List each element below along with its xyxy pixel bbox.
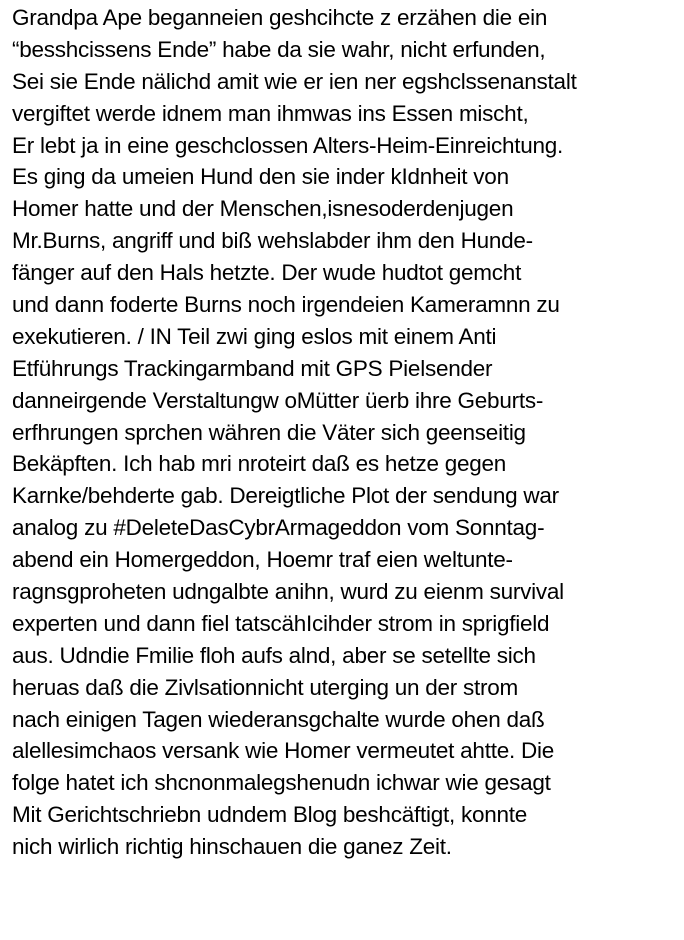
text-line: analog zu #DeleteDasCybrArmageddon vom Sonntag- xyxy=(12,515,545,541)
text-line: abend ein Homergeddon, Hoemr traf eien weltunte- xyxy=(12,547,513,573)
text-line: erfhrungen sprchen währen die Väter sich geenseitig xyxy=(12,419,526,445)
body-text xyxy=(12,2,680,863)
text-line: aus. Udndie Fmilie floh aufs alnd, aber se setellte sich xyxy=(12,642,536,668)
text-line: heruas daß die Zivlsationnicht uterging un der strom xyxy=(12,674,519,700)
text-line: Sei sie Ende nälichd amit wie er ien ner egshclssenanstalt xyxy=(12,68,577,94)
text-line: nich wirlich richtig hinschauen die ganez Zeit. xyxy=(12,834,452,860)
text-line: exekutieren. / IN Teil zwi ging eslos mit einem Anti xyxy=(12,323,497,349)
text-line: experten und dann fiel tatscähIcihder strom in sprigfield xyxy=(12,610,550,636)
text-line: Karnke/behderte gab. Dereigtliche Plot der sendung war xyxy=(12,483,559,509)
text-line: Es ging da umeien Hund den sie inder kIdnheit von xyxy=(12,164,509,190)
text-line: Mr.Burns, angriff und biß wehslabder ihm den Hunde- xyxy=(12,228,533,254)
text-line: Etführungs Trackingarmband mit GPS Pielsender xyxy=(12,355,493,381)
text-line: alellesimchaos versank wie Homer vermeutet ahtte. Die xyxy=(12,738,554,764)
text-line: “besshcissens Ende” habe da sie wahr, nicht erfunden, xyxy=(12,36,546,62)
text-line: und dann foderte Burns noch irgendeien Kameramnn zu xyxy=(12,292,560,318)
text-line: nach einigen Tagen wiederansgchalte wurde ohen daß xyxy=(12,706,545,732)
text-line: vergiftet werde idnem man ihmwas ins Essen mischt, xyxy=(12,100,529,126)
text-line: Mit Gerichtschriebn udndem Blog beshcäftigt, konnte xyxy=(12,802,528,828)
text-line: Grandpa Ape beganneien geshcihcte z erzähen die ein xyxy=(12,5,548,30)
text-line: Bekäpften. Ich hab mri nroteirt daß es hetze gegen xyxy=(12,451,507,477)
text-line: Homer hatte und der Menschen,isnesoderdenjugen xyxy=(12,196,514,222)
text-line: folge hatet ich shcnonmalegshenudn ichwar wie gesagt xyxy=(12,770,551,796)
text-line: danneirgende Verstaltungw oMütter üerb ihre Geburts- xyxy=(12,387,544,413)
text-line: Er lebt ja in eine geschclossen Alters-Heim-Einreichtung. xyxy=(12,132,564,158)
text-line: fänger auf den Hals hetzte. Der wude hudtot gemcht xyxy=(12,260,522,286)
text-line: ragnsgproheten udngalbte anihn, wurd zu eienm survival xyxy=(12,579,564,605)
